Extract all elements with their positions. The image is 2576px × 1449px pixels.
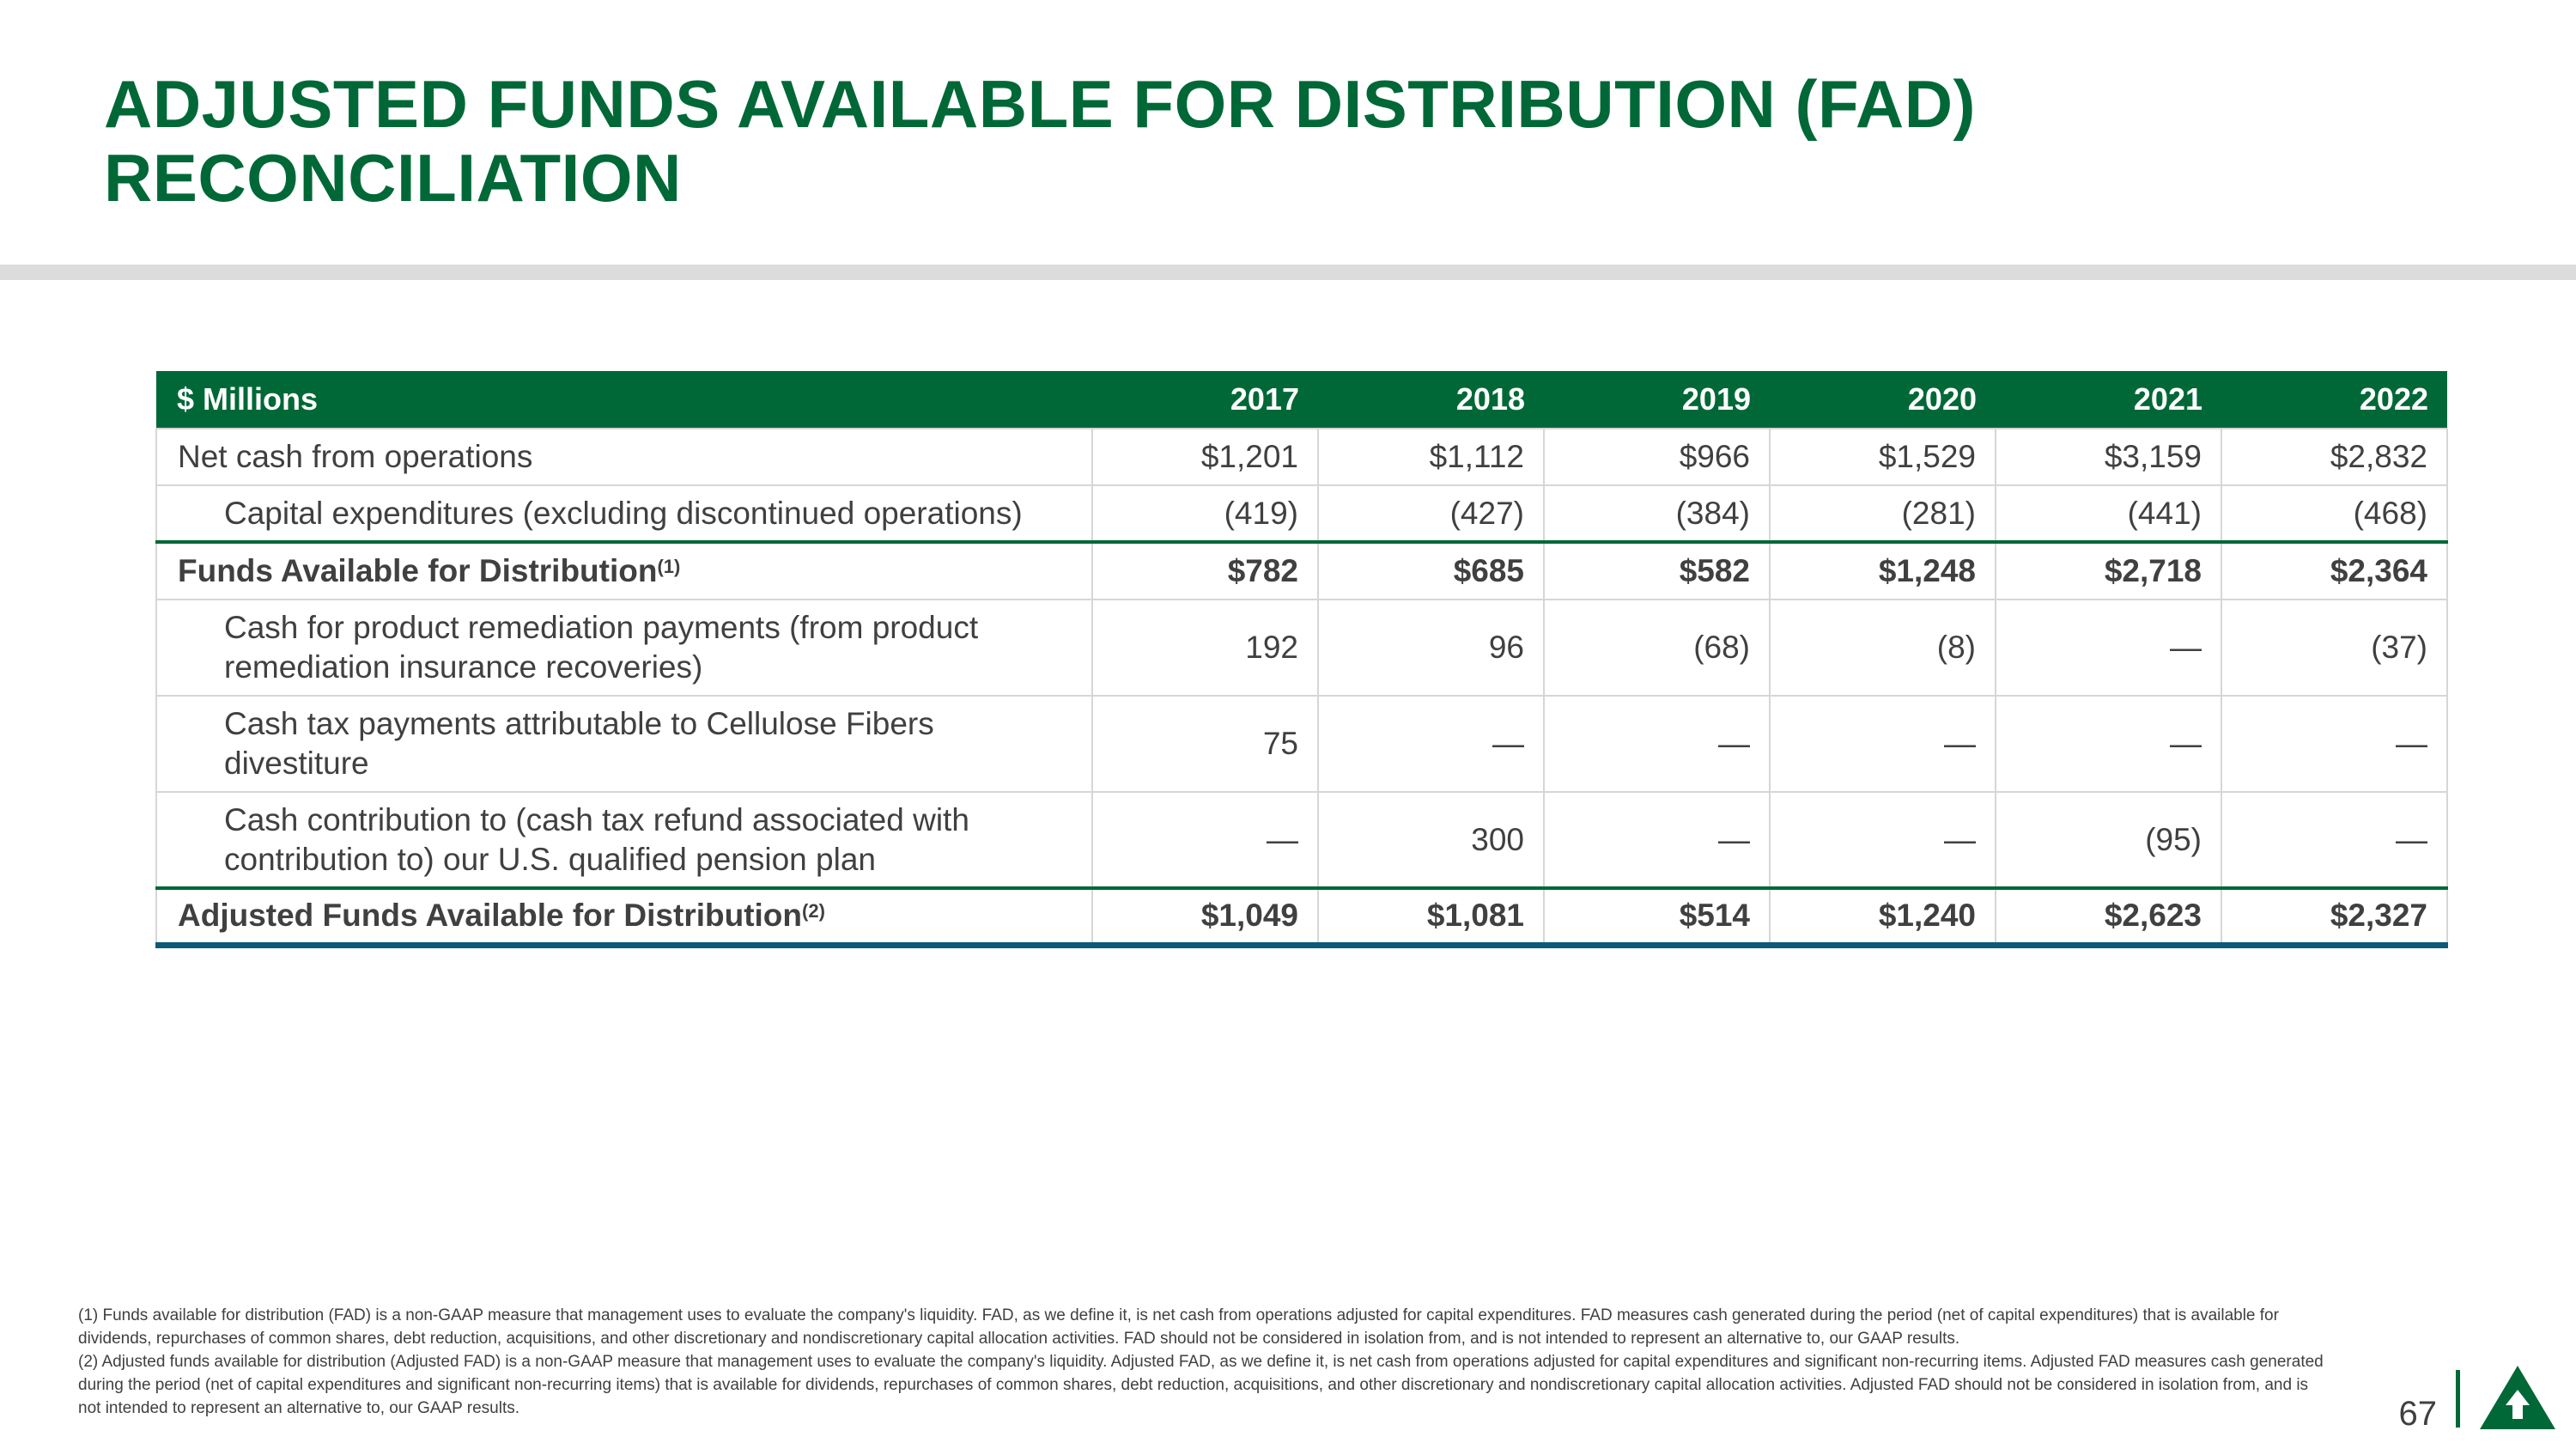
- cell-value: $2,832: [2221, 429, 2447, 485]
- row-label-line-2: remediation insurance recoveries): [224, 649, 703, 685]
- cell-value: —: [1092, 792, 1318, 888]
- cell-value: (281): [1770, 485, 1996, 542]
- row-label: [156, 888, 1092, 945]
- fad-reconciliation-table: [155, 371, 2448, 948]
- footnotes: [78, 1304, 2328, 1420]
- header-year-2018: 2018: [1318, 371, 1544, 429]
- row-net-cash-from-operations: [156, 429, 2447, 485]
- cell-value: $966: [1544, 429, 1770, 485]
- fad-reconciliation-table-container: [155, 371, 2428, 948]
- cell-value: 96: [1318, 600, 1544, 696]
- header-year-2020: 2020: [1770, 371, 1996, 429]
- cell-value: (419): [1092, 485, 1318, 542]
- page-title-line-2: RECONCILIATION: [104, 140, 682, 216]
- cell-value: $2,718: [1996, 542, 2221, 600]
- page-title-line-1: ADJUSTED FUNDS AVAILABLE FOR DISTRIBUTION (FAD): [104, 66, 1977, 142]
- row-label-text: Funds Available for Distribution: [178, 553, 658, 588]
- cell-value: —: [1996, 600, 2221, 696]
- page-title: [104, 67, 2251, 215]
- cell-value: —: [1770, 792, 1996, 888]
- row-capital-expenditures: [156, 485, 2447, 542]
- page-number-divider: [2456, 1370, 2460, 1428]
- cell-value: (68): [1544, 600, 1770, 696]
- cell-value: —: [2221, 792, 2447, 888]
- cell-value: —: [1544, 696, 1770, 792]
- cell-value: $1,248: [1770, 542, 1996, 600]
- cell-value: $2,327: [2221, 888, 2447, 945]
- cell-value: $1,112: [1318, 429, 1544, 485]
- cell-value: 75: [1092, 696, 1318, 792]
- row-label: [156, 600, 1092, 696]
- footnote-marker-2: (2): [802, 900, 825, 922]
- table-header-row: [156, 371, 2447, 429]
- cell-value: $2,364: [2221, 542, 2447, 600]
- cell-value: (8): [1770, 600, 1996, 696]
- cell-value: —: [1996, 696, 2221, 792]
- row-label-line-2: contribution to) our U.S. qualified pension plan: [224, 841, 876, 877]
- row-pension-contribution: [156, 792, 2447, 888]
- cell-value: (441): [1996, 485, 2221, 542]
- header-year-2017: 2017: [1092, 371, 1318, 429]
- cell-value: (37): [2221, 600, 2447, 696]
- row-label: Capital expenditures (excluding discontinued operations): [156, 485, 1092, 542]
- footnote-1: (1) Funds available for distribution (FAD) is a non-GAAP measure that management uses to evaluate the company's liquidity. FAD, as we define it, is net cash from operations adjusted for capital expenditures. FAD measures cash generated during the period (net of capital expenditures) that is available for dividends, repurchases of common shares, debt reduction, acquisitions, and other discretionary and nondiscretionary capital allocation activities. FAD should not be considered in isolation from, and is not intended to represent an alternative to, our GAAP results.: [78, 1306, 2279, 1348]
- row-label-line-2: divestiture: [224, 746, 369, 781]
- header-divider: [0, 265, 2576, 280]
- row-adjusted-fad-total: [156, 888, 2447, 945]
- cell-value: —: [1544, 792, 1770, 888]
- cell-value: $1,529: [1770, 429, 1996, 485]
- page-number: 67: [2398, 1395, 2437, 1433]
- footnote-2: (2) Adjusted funds available for distribution (Adjusted FAD) is a non-GAAP measure that management uses to evaluate the company's liquidity. Adjusted FAD, as we define it, is net cash from operations adjusted for capital expenditures and significant non-recurring items. Adjusted FAD measures cash generated during the period (net of capital expenditures and significant non-recurring items) that is available for dividends, repurchases of common shares, debt reduction, acquisitions, and other discretionary and nondiscretionary capital allocation activities. Adjusted FAD should not be considered in isolation from, and is not intended to represent an alternative to, our GAAP results.: [78, 1353, 2324, 1417]
- row-label: Net cash from operations: [156, 429, 1092, 485]
- cell-value: $1,049: [1092, 888, 1318, 945]
- cell-value: $3,159: [1996, 429, 2221, 485]
- cell-value: 300: [1318, 792, 1544, 888]
- footnote-marker-1: (1): [657, 556, 681, 577]
- header-units-label: $ Millions: [156, 371, 1092, 429]
- row-funds-available-for-distribution: [156, 542, 2447, 600]
- header-year-2022: 2022: [2221, 371, 2447, 429]
- cell-value: $1,240: [1770, 888, 1996, 945]
- tree-logo-icon: [2478, 1364, 2557, 1431]
- cell-value: —: [1770, 696, 1996, 792]
- cell-value: 192: [1092, 600, 1318, 696]
- row-label-line-1: Cash contribution to (cash tax refund associated with: [224, 801, 969, 837]
- header-year-2021: 2021: [1996, 371, 2221, 429]
- row-label: [156, 792, 1092, 888]
- cell-value: (384): [1544, 485, 1770, 542]
- cell-value: $1,081: [1318, 888, 1544, 945]
- header-year-2019: 2019: [1544, 371, 1770, 429]
- row-label-text: Adjusted Funds Available for Distribution: [178, 898, 803, 934]
- cell-value: $685: [1318, 542, 1544, 600]
- cell-value: (427): [1318, 485, 1544, 542]
- cell-value: $514: [1544, 888, 1770, 945]
- cell-value: $582: [1544, 542, 1770, 600]
- row-cash-tax-payments-cellulose: [156, 696, 2447, 792]
- row-product-remediation-payments: [156, 600, 2447, 696]
- row-label: [156, 696, 1092, 792]
- row-label: [156, 542, 1092, 600]
- row-label-line-1: Cash tax payments attributable to Cellulose Fibers: [224, 706, 934, 741]
- cell-value: $2,623: [1996, 888, 2221, 945]
- cell-value: (468): [2221, 485, 2447, 542]
- row-label-line-1: Cash for product remediation payments (from product: [224, 610, 979, 645]
- cell-value: $782: [1092, 542, 1318, 600]
- cell-value: —: [2221, 696, 2447, 792]
- cell-value: —: [1318, 696, 1544, 792]
- cell-value: $1,201: [1092, 429, 1318, 485]
- cell-value: (95): [1996, 792, 2221, 888]
